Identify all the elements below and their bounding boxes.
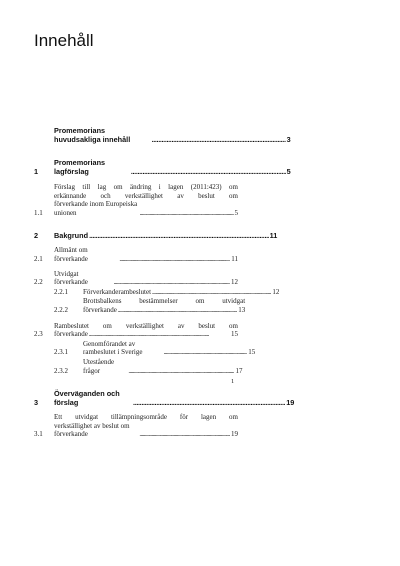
toc-entry-page: 11 xyxy=(231,254,238,263)
toc-entry-number: 2.3.2 xyxy=(54,366,68,375)
toc-entry-page: 19 xyxy=(231,430,238,439)
toc-entry[interactable] xyxy=(34,413,238,439)
toc-entry-number: 2.3.1 xyxy=(54,348,68,357)
toc-entry-text: Förslag till lag om ändring i lagen (2011:423) om xyxy=(54,183,238,191)
toc-entry-text: erkännande och verkställighet av beslut om xyxy=(54,191,238,200)
toc-entry-text: Bakgrund xyxy=(54,231,89,241)
toc-leader-dots xyxy=(89,231,269,240)
toc-entry-text: Rambeslutet om verkställighet av beslut om xyxy=(54,321,238,330)
toc-entry-text: förverkande xyxy=(54,330,88,339)
toc-entry-text: Brottsbalkens bestämmelser om utvidgat xyxy=(83,297,246,306)
toc-entry-page: 19 xyxy=(286,398,295,408)
toc-entry-text: Allmänt om förverkande xyxy=(54,246,88,263)
toc-entry-number: 2.1 xyxy=(34,254,43,263)
toc-entry-number: 2.3 xyxy=(34,330,43,339)
toc-entry-text: förverkande inom Europeiska unionen xyxy=(54,200,138,217)
toc-entry[interactable] xyxy=(34,126,291,144)
toc-leader-dots xyxy=(119,255,230,264)
toc-entry-page: 5 xyxy=(286,167,291,176)
toc-entry-text: Promemorians lagförslag xyxy=(54,158,106,176)
toc-entry-text: Promemorians huvudsakliga innehåll xyxy=(54,126,131,144)
toc-entry-number: 3 xyxy=(34,398,39,408)
toc-entry[interactable] xyxy=(34,231,278,241)
toc-entry-page: 12 xyxy=(231,278,238,287)
toc-entry[interactable] xyxy=(34,389,295,408)
toc-entry-text: förverkande xyxy=(83,305,117,314)
toc-leader-dots xyxy=(131,167,286,176)
toc-entry[interactable] xyxy=(34,339,256,357)
toc-leader-dots xyxy=(89,330,230,339)
toc-leader-dots xyxy=(152,135,286,144)
toc-entry-number: 2 xyxy=(34,231,39,241)
toc-leader-dots xyxy=(139,430,230,439)
toc-entry-number: 3.1 xyxy=(34,430,43,439)
toc-entry[interactable] xyxy=(34,183,238,217)
toc-entry-page: 12 xyxy=(272,287,280,296)
table-of-contents xyxy=(34,126,295,439)
toc-entry-text: Genomförandet av rambeslutet i Sverige xyxy=(83,339,143,357)
toc-entry-page: 3 xyxy=(286,135,291,144)
footer-page-number: 1 xyxy=(231,378,235,385)
toc-entry[interactable] xyxy=(34,246,238,263)
toc-leader-dots xyxy=(164,348,248,357)
toc-entry-number: 2.2 xyxy=(34,278,43,287)
toc-entry[interactable] xyxy=(34,270,238,287)
toc-entry-text: Utvidgat förverkande xyxy=(54,269,88,287)
toc-leader-dots xyxy=(133,398,285,407)
toc-entry-number: 2.2.1 xyxy=(54,287,68,296)
toc-leader-dots xyxy=(114,278,230,287)
toc-leader-dots xyxy=(128,367,234,376)
toc-entry[interactable] xyxy=(34,287,280,297)
toc-entry-page: 5 xyxy=(234,208,238,217)
toc-entry-page: 13 xyxy=(238,305,246,314)
toc-entry-text: Ett utvidgat tillämpningsområde för lagen om xyxy=(54,413,238,422)
toc-entry-text: Förverkanderambeslutet xyxy=(83,287,152,296)
toc-entry-page: 15 xyxy=(231,330,238,339)
toc-entry-page: 11 xyxy=(269,231,278,241)
toc-entry-number: 2.2.2 xyxy=(54,305,68,314)
toc-leader-dots xyxy=(152,288,271,297)
toc-entry-number: 1.1 xyxy=(34,208,43,217)
page-title: Innehåll xyxy=(34,31,94,50)
toc-entry-text: Utestående frågor xyxy=(83,357,115,375)
toc-entry[interactable] xyxy=(34,322,238,339)
toc-entry-text: verkställighet av beslut om förverkande xyxy=(54,421,130,439)
toc-leader-dots xyxy=(140,209,234,218)
toc-entry[interactable] xyxy=(34,297,246,314)
toc-entry[interactable] xyxy=(34,158,291,176)
toc-leader-dots xyxy=(118,306,237,315)
toc-entry-page: 15 xyxy=(248,348,256,357)
toc-entry-text: Överväganden och förslag xyxy=(54,389,120,408)
toc-entry[interactable] xyxy=(34,357,243,375)
toc-entry-number: 1 xyxy=(34,167,39,176)
toc-entry-page: 17 xyxy=(235,366,243,375)
